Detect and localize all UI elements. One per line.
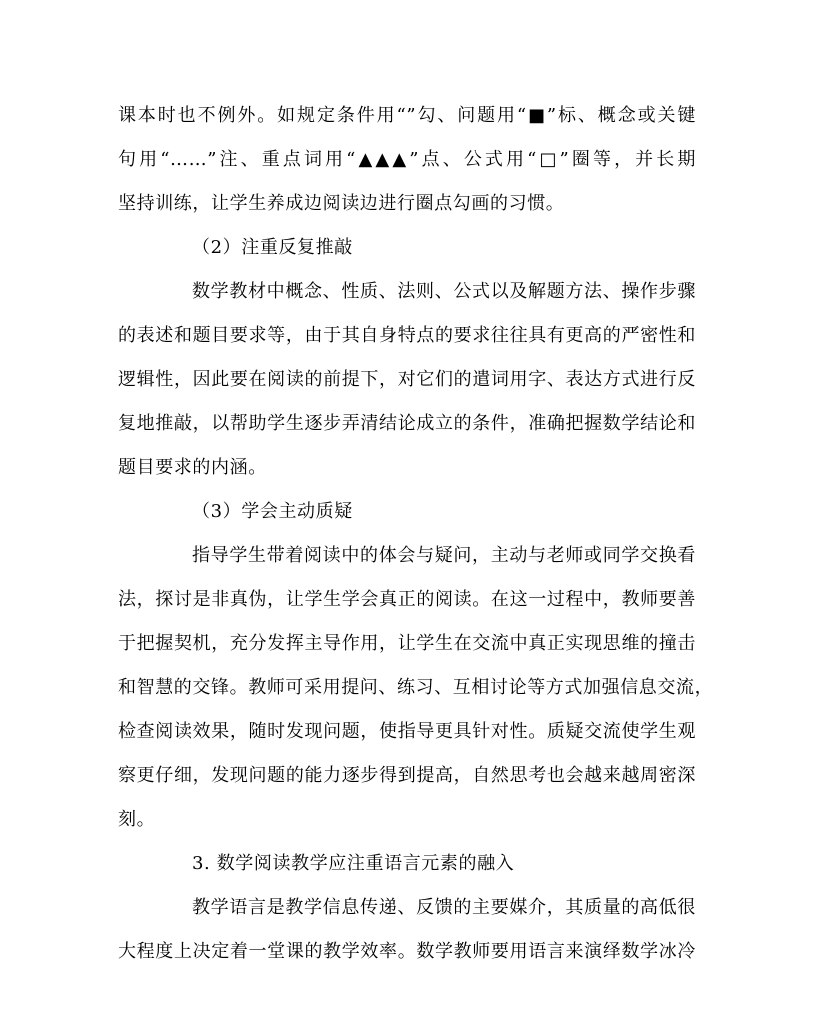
paragraph-line: 复地推敲，以帮助学生逐步弄清结论成立的条件，准确把握数学结论和 (118, 413, 696, 434)
paragraph-line: 于把握契机，充分发挥主导作用，让学生在交流中真正实现思维的撞击 (118, 633, 696, 654)
paragraph-line: 逻辑性，因此要在阅读的前提下，对它们的遣词用字、表达方式进行反 (118, 369, 696, 390)
paragraph-line: 检查阅读效果，随时发现问题，使指导更具针对性。质疑交流使学生观 (118, 721, 696, 742)
paragraph-line: 刻。 (118, 809, 156, 830)
paragraph-line: 法，探讨是非真伪，让学生学会真正的阅读。在这一过程中，教师要善 (118, 589, 696, 610)
paragraph-line: 教学语言是教学信息传递、反馈的主要媒介，其质量的高低很 (192, 897, 696, 918)
paragraph-line: 指导学生带着阅读中的体会与疑问，主动与老师或同学交换看 (192, 545, 696, 566)
paragraph-line: 察更仔细，发现问题的能力逐步得到提高，自然思考也会越来越周密深 (118, 765, 696, 786)
paragraph-line: 句用“……”注、重点词用“▲▲▲”点、公式用“□”圈等，并长期 (118, 149, 696, 170)
paragraph-line: 和智慧的交锋。教师可采用提问、练习、互相讨论等方式加强信息交流， (118, 677, 714, 698)
paragraph-line: 的表述和题目要求等，由于其自身特点的要求往往具有更高的严密性和 (118, 325, 696, 346)
section-heading: 3. 数学阅读教学应注重语言元素的融入 (192, 853, 515, 874)
paragraph-line: 数学教材中概念、性质、法则、公式以及解题方法、操作步骤 (192, 281, 696, 302)
paragraph-line: 坚持训练，让学生养成边阅读边进行圈点勾画的习惯。 (118, 193, 565, 214)
section-heading: （3）学会主动质疑 (192, 501, 353, 522)
paragraph-line: 题目要求的内涵。 (118, 457, 267, 478)
paragraph-line: 大程度上决定着一堂课的教学效率。数学教师要用语言来演绎数学冰冷 (118, 941, 696, 962)
paragraph-line: 课本时也不例外。如规定条件用“”勾、问题用“■”标、概念或关键 (118, 105, 696, 126)
section-heading: （2）注重反复推敲 (192, 237, 353, 258)
